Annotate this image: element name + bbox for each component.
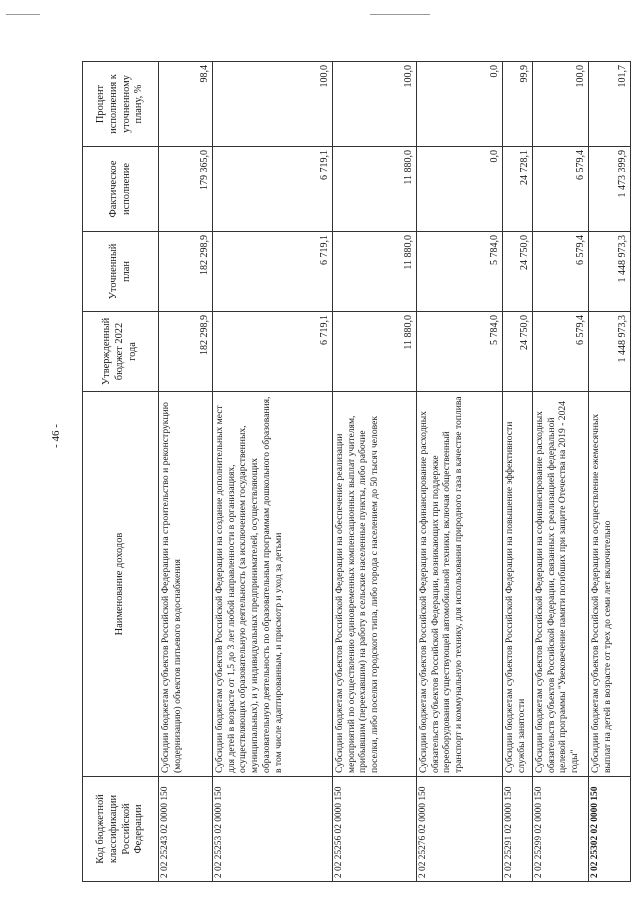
row-actual: 1 473 399,9 bbox=[589, 147, 631, 232]
row-plan: 1 448 973,3 bbox=[589, 232, 631, 312]
row-name: Субсидии бюджетам субъектов Российской Федерации на софинансирование расходных обязательств субъектов Российской Федерации, связанных с реализацией федеральной целевой программы "Увековечение памяти погибших при защите Отечества на 2019 - 2024 годы" bbox=[533, 392, 589, 777]
row-code: 2 02 25256 02 0000 150 bbox=[333, 777, 417, 882]
revenue-table bbox=[82, 61, 631, 882]
header-name: Наименование доходов bbox=[83, 392, 159, 777]
row-actual: 6 579,4 bbox=[533, 147, 589, 232]
table-row bbox=[417, 62, 503, 882]
row-percent: 100,0 bbox=[333, 62, 417, 147]
scan-artifact bbox=[6, 14, 40, 15]
row-plan: 6 719,1 bbox=[213, 232, 333, 312]
page-number: - 46 - bbox=[49, 424, 62, 448]
row-code: 2 02 25299 02 0000 150 bbox=[533, 777, 589, 882]
row-code: 2 02 25302 02 0000 150 bbox=[589, 777, 631, 882]
row-code: 2 02 25243 02 0000 150 bbox=[159, 777, 213, 882]
row-approved: 6 719,1 bbox=[213, 312, 333, 392]
row-plan: 6 579,4 bbox=[533, 232, 589, 312]
table-header-row bbox=[83, 62, 159, 882]
table-row bbox=[503, 62, 533, 882]
row-name: Субсидии бюджетам субъектов Российской Федерации на осуществление ежемесячных выплат на детей в возрасте от трех до семи лет включительно bbox=[589, 392, 631, 777]
header-code: Код бюджетной классификации Российской Федерации bbox=[83, 777, 159, 882]
header-actual: Фактическое исполнение bbox=[83, 147, 159, 232]
table-row bbox=[333, 62, 417, 882]
row-percent: 99,9 bbox=[503, 62, 533, 147]
row-percent: 100,0 bbox=[213, 62, 333, 147]
table-row bbox=[159, 62, 213, 882]
row-name: Субсидии бюджетам субъектов Российской Федерации на создание дополнительных мест для детей в возрасте от 1,5 до 3 лет любой направленности в организациях, осуществляющих образовательную деятельность (за исключением государственных, муниципальных), и у индивидуальных предпринимателей, осуществляющих образовательную деятельность по образовательным программам дошкольного образования, в том числе адаптированным, и присмотр и уход за детьми bbox=[213, 392, 333, 777]
scan-artifact bbox=[370, 14, 430, 15]
row-plan: 11 880,0 bbox=[333, 232, 417, 312]
row-code: 2 02 25276 02 0000 150 bbox=[417, 777, 503, 882]
row-approved: 182 298,9 bbox=[159, 312, 213, 392]
row-percent: 100,0 bbox=[533, 62, 589, 147]
row-approved: 1 448 973,3 bbox=[589, 312, 631, 392]
row-name: Субсидии бюджетам субъектов Российской Федерации на повышение эффективности службы занятости bbox=[503, 392, 533, 777]
row-code: 2 02 25253 02 0000 150 bbox=[213, 777, 333, 882]
table-row bbox=[533, 62, 589, 882]
row-actual: 0,0 bbox=[417, 147, 503, 232]
row-code: 2 02 25291 02 0000 150 bbox=[503, 777, 533, 882]
rotated-table-container bbox=[82, 62, 628, 882]
row-name: Субсидии бюджетам субъектов Российской Федерации на обеспечение реализации мероприятий по осуществлению единовременных компенсационных выплат учителям, прибывшим (переехавшим) на работу в сельские населенные пункты, либо рабочие поселки, либо поселки городского типа, либо города с населением до 50 тысяч человек bbox=[333, 392, 417, 777]
row-percent: 0,0 bbox=[417, 62, 503, 147]
row-actual: 24 728,1 bbox=[503, 147, 533, 232]
row-name: Субсидии бюджетам субъектов Российской Федерации на софинансирование расходных обязательств субъектов Российской Федерации, возникающих при поддержке переоборудования существующей автомобильной техники, включая общественный транспорт и коммунальную технику, для использования природного газа в качестве топлива bbox=[417, 392, 503, 777]
header-plan: Уточненный план bbox=[83, 232, 159, 312]
header-approved: Утвержденный бюджет 2022 года bbox=[83, 312, 159, 392]
row-actual: 6 719,1 bbox=[213, 147, 333, 232]
row-plan: 182 298,9 bbox=[159, 232, 213, 312]
row-actual: 11 880,0 bbox=[333, 147, 417, 232]
row-name: Субсидии бюджетам субъектов Российской Федерации на строительство и реконструкцию (модернизацию) объектов питьевого водоснабжения bbox=[159, 392, 213, 777]
row-plan: 24 750,0 bbox=[503, 232, 533, 312]
row-percent: 101,7 bbox=[589, 62, 631, 147]
header-percent: Процент исполнения к уточненному плану, % bbox=[83, 62, 159, 147]
row-actual: 179 365,0 bbox=[159, 147, 213, 232]
row-approved: 24 750,0 bbox=[503, 312, 533, 392]
table-row bbox=[589, 62, 631, 882]
row-approved: 11 880,0 bbox=[333, 312, 417, 392]
row-approved: 5 784,0 bbox=[417, 312, 503, 392]
row-plan: 5 784,0 bbox=[417, 232, 503, 312]
row-percent: 98,4 bbox=[159, 62, 213, 147]
row-approved: 6 579,4 bbox=[533, 312, 589, 392]
table-row bbox=[213, 62, 333, 882]
